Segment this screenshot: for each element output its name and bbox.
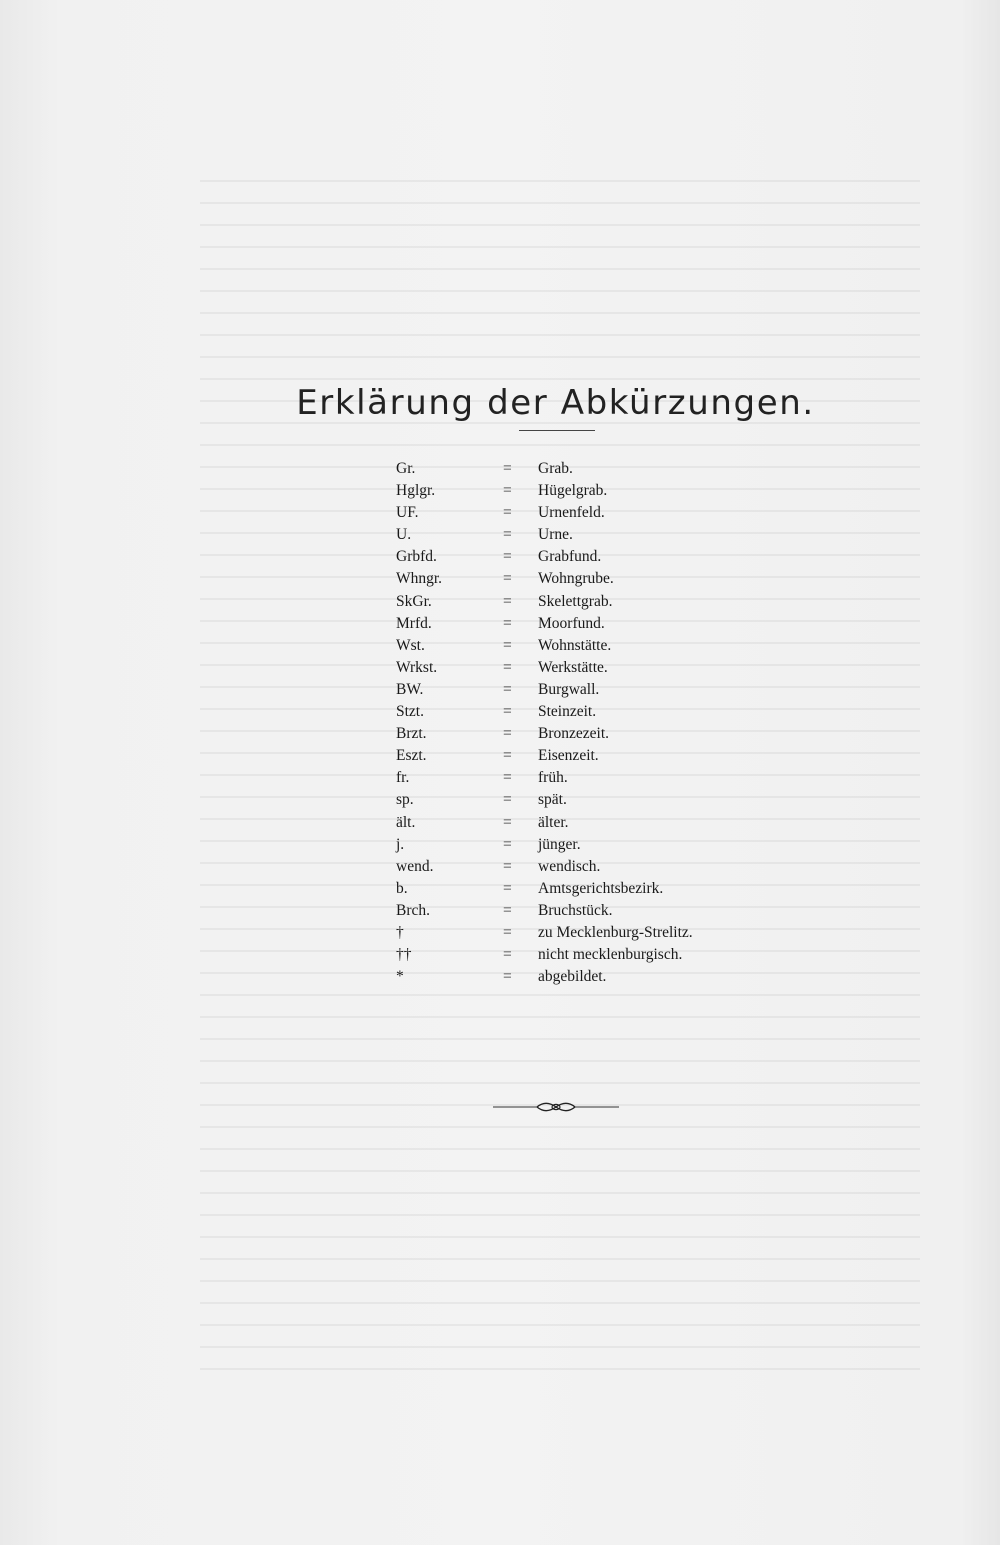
abbreviation-row [396,767,756,789]
abbreviation-row [396,679,756,701]
abbreviation-term: Mrfd. [396,614,432,632]
abbreviation-row [396,524,756,546]
equals-sign: = [503,680,512,698]
abbreviation-row [396,922,756,944]
abbreviation-list [396,458,756,988]
abbreviation-meaning: Eisenzeit. [538,747,599,765]
equals-sign: = [503,703,512,721]
abbreviation-row [396,789,756,811]
abbreviation-term: wend. [396,857,434,875]
equals-sign: = [503,504,512,522]
equals-sign: = [503,548,512,566]
abbreviation-meaning: Urne. [538,526,573,544]
abbreviation-meaning: Wohnstätte. [538,636,612,654]
equals-sign: = [503,460,512,477]
equals-sign: = [503,968,512,986]
abbreviation-meaning: jünger. [538,835,581,853]
abbreviation-row [396,812,756,834]
equals-sign: = [503,946,512,964]
abbreviation-row [396,966,756,988]
abbreviation-term: Wst. [396,636,425,654]
abbreviation-term: † [396,923,404,941]
abbreviation-term: BW. [396,680,424,698]
equals-sign: = [503,482,512,500]
abbreviation-meaning: Burgwall. [538,680,600,698]
abbreviation-row [396,856,756,878]
equals-sign: = [503,791,512,809]
abbreviation-row [396,944,756,966]
abbreviation-term: Whngr. [396,570,443,588]
abbreviation-term: Stzt. [396,703,424,721]
equals-sign: = [503,901,512,919]
abbreviation-row [396,745,756,767]
abbreviation-meaning: abgebildet. [538,968,607,986]
equals-sign: = [503,636,512,654]
abbreviation-meaning: zu Mecklenburg-Strelitz. [538,923,693,941]
equals-sign: = [503,813,512,831]
equals-sign: = [503,658,512,676]
abbreviation-term: UF. [396,504,419,522]
equals-sign: = [503,835,512,853]
abbreviation-meaning: Grab. [538,460,573,477]
equals-sign: = [503,857,512,875]
equals-sign: = [503,725,512,743]
abbreviation-meaning: Urnenfeld. [538,504,605,522]
abbreviation-term: Hglgr. [396,482,436,500]
page-title: Erklärung der Abkürzungen. [296,382,815,423]
abbreviation-term: SkGr. [396,592,432,610]
closing-ornament-icon [493,1099,619,1115]
abbreviation-meaning: Steinzeit. [538,703,597,721]
abbreviation-term: Gr. [396,460,416,477]
abbreviation-term: fr. [396,769,410,787]
equals-sign: = [503,879,512,897]
abbreviation-row [396,834,756,856]
abbreviation-row [396,502,756,524]
abbreviation-meaning: früh. [538,769,568,787]
equals-sign: = [503,570,512,588]
abbreviation-row [396,723,756,745]
title-divider [519,430,595,431]
abbreviation-row [396,568,756,590]
abbreviation-term: †† [396,946,412,964]
abbreviation-row [396,701,756,723]
abbreviation-meaning: Moorfund. [538,614,605,632]
equals-sign: = [503,526,512,544]
abbreviation-term: U. [396,526,412,544]
abbreviation-meaning: älter. [538,813,569,831]
abbreviation-meaning: Grabfund. [538,548,602,566]
equals-sign: = [503,769,512,787]
abbreviation-term: Brch. [396,901,431,919]
abbreviation-row [396,613,756,635]
abbreviation-term: b. [396,879,408,897]
abbreviation-meaning: Wohngrube. [538,570,614,588]
abbreviation-row [396,635,756,657]
abbreviation-meaning: Hügelgrab. [538,482,608,500]
abbreviation-meaning: Bronzezeit. [538,725,610,743]
equals-sign: = [503,614,512,632]
abbreviation-row [396,900,756,922]
abbreviation-meaning: spät. [538,791,567,809]
abbreviation-term: Eszt. [396,747,427,765]
abbreviation-term: ält. [396,813,416,831]
abbreviation-meaning: wendisch. [538,857,601,875]
abbreviation-row [396,591,756,613]
abbreviation-term: Wrkst. [396,658,438,676]
abbreviation-term: sp. [396,791,414,809]
abbreviation-term: * [396,968,404,986]
abbreviation-meaning: Amtsgerichtsbezirk. [538,879,664,897]
abbreviation-meaning: Werkstätte. [538,658,608,676]
abbreviation-row [396,480,756,502]
abbreviation-row [396,458,756,480]
abbreviation-meaning: nicht mecklenburgisch. [538,946,683,964]
abbreviation-row [396,657,756,679]
abbreviation-term: j. [396,835,405,853]
abbreviation-term: Brzt. [396,725,427,743]
abbreviation-meaning: Skelettgrab. [538,592,613,610]
abbreviation-row [396,546,756,568]
equals-sign: = [503,592,512,610]
abbreviation-row [396,878,756,900]
abbreviation-meaning: Bruchstück. [538,901,613,919]
equals-sign: = [503,747,512,765]
abbreviation-term: Grbfd. [396,548,437,566]
equals-sign: = [503,923,512,941]
